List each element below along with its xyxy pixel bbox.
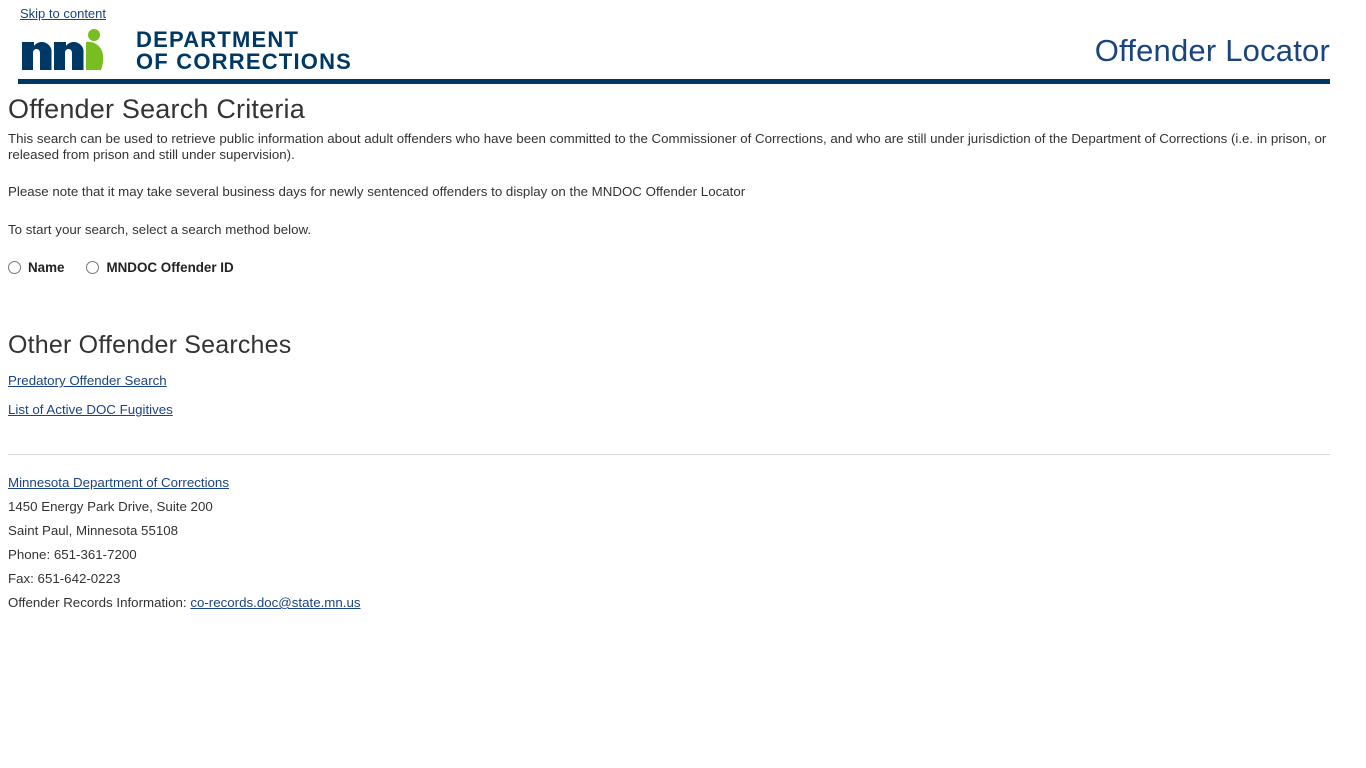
intro-paragraph: This search can be used to retrieve public information about adult offenders who have been committed to the Commissioner of Corrections, and who are still under jurisdiction of the Department of Corrections (i.e. in prison, or released from prison and still under supervision). xyxy=(8,131,1327,162)
predatory-offender-search-link[interactable]: Predatory Offender Search xyxy=(8,373,167,388)
note-paragraph: Please note that it may take several business days for newly sentenced offenders to display on the MNDOC Offender Locator xyxy=(8,184,746,199)
radio-mndoc-offender-id[interactable] xyxy=(86,261,99,274)
agency-name-line2: OF CORRECTIONS xyxy=(136,49,353,74)
skip-to-content-link[interactable]: Skip to content xyxy=(20,6,106,21)
mn-logo-icon xyxy=(18,28,122,74)
list-item xyxy=(8,372,1330,401)
agency-name-line1: DEPARTMENT xyxy=(136,27,300,52)
footer-records-label: Offender Records Information: xyxy=(8,595,187,610)
radio-name[interactable] xyxy=(8,261,21,274)
mndoc-home-link[interactable]: Minnesota Department of Corrections xyxy=(8,475,229,490)
search-method-radio-group xyxy=(8,260,1330,275)
page-title: Offender Search Criteria xyxy=(8,94,305,124)
agency-brand[interactable] xyxy=(18,28,352,74)
site-title: Offender Locator xyxy=(1094,33,1330,68)
site-header xyxy=(0,23,1366,79)
list-item xyxy=(8,401,1330,430)
header-divider xyxy=(18,79,1330,84)
radio-name-label[interactable]: Name xyxy=(28,260,65,275)
footer-fax: Fax: 651-642-0223 xyxy=(8,571,121,586)
search-method-option-name[interactable] xyxy=(8,260,64,275)
other-searches-title: Other Offender Searches xyxy=(8,331,292,359)
footer-address-line2: Saint Paul, Minnesota 55108 xyxy=(8,523,179,538)
records-email-link[interactable]: co-records.doc@state.mn.us xyxy=(190,595,361,610)
footer-org xyxy=(8,471,1330,495)
other-searches-links xyxy=(8,372,1330,430)
site-footer xyxy=(8,471,1330,615)
search-method-option-offender-id[interactable] xyxy=(86,260,233,275)
agency-name xyxy=(136,29,352,73)
footer-records xyxy=(8,591,1330,615)
footer-divider xyxy=(8,454,1330,455)
footer-phone: Phone: 651-361-7200 xyxy=(8,547,137,562)
active-doc-fugitives-link[interactable]: List of Active DOC Fugitives xyxy=(8,402,173,417)
radio-mndoc-offender-id-label[interactable]: MNDOC Offender ID xyxy=(106,260,234,275)
main-content xyxy=(0,94,1366,615)
footer-address-line1: 1450 Energy Park Drive, Suite 200 xyxy=(8,499,213,514)
instruction-paragraph: To start your search, select a search method below. xyxy=(8,222,312,237)
